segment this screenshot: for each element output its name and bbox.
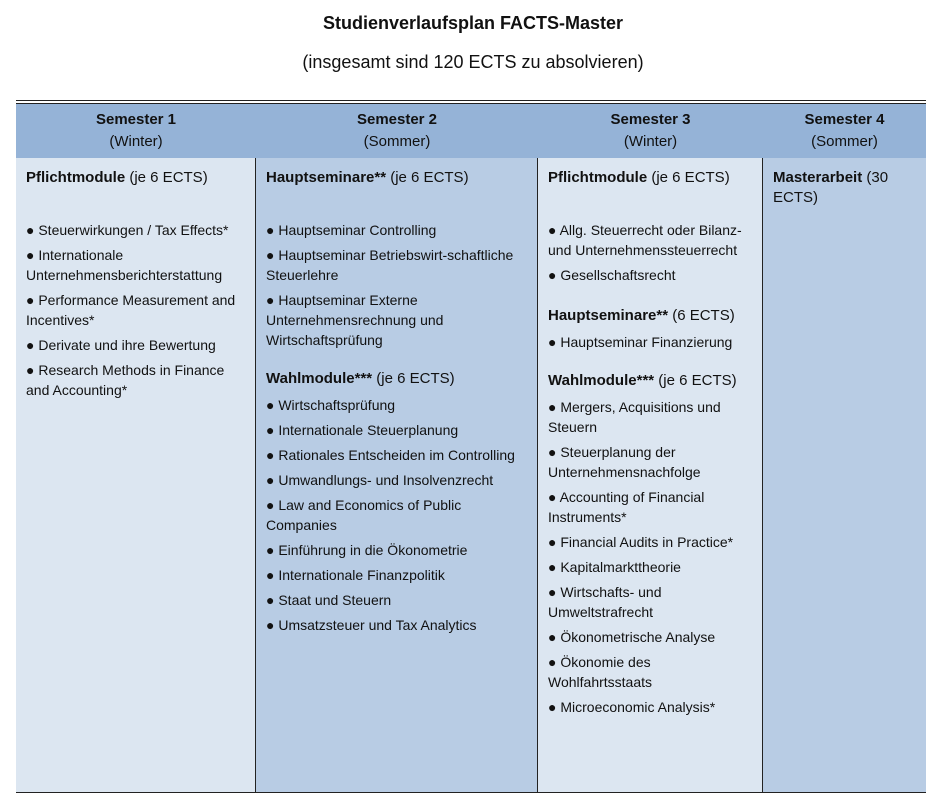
column-semester-4	[763, 158, 926, 792]
list-item: ● Wirtschafts- und Umweltstrafrecht	[548, 584, 662, 620]
column-semester-3	[538, 158, 763, 792]
list-item: ● Hauptseminar Externe Unternehmensrechnung und Wirtschaftsprüfung	[266, 292, 444, 348]
header-semester-3	[538, 104, 763, 158]
header-semester-1	[16, 104, 256, 158]
page-title: Studienverlaufsplan FACTS-Master	[322, 13, 624, 33]
list-item: ● Research Methods in Finance and Accounting*	[26, 362, 225, 398]
list-item: ● Kapitalmarkttheorie	[548, 559, 681, 575]
semester-name: Semester 4	[804, 111, 885, 128]
semester-term: (Winter)	[623, 133, 678, 150]
section-heading-hauptseminare: Hauptseminare** (je 6 ECTS)	[266, 169, 469, 186]
list-item: ● Derivate und ihre Bewertung	[26, 337, 216, 353]
column-divider	[537, 158, 538, 792]
list-item: ● Einführung in die Ökonometrie	[266, 542, 468, 558]
list-item: ● Staat und Steuern	[266, 592, 392, 608]
section-heading-hauptseminare: Hauptseminare** (6 ECTS)	[548, 307, 735, 324]
list-item: ● Ökonometrische Analyse	[548, 629, 716, 645]
section-heading-wahlmodule: Wahlmodule*** (je 6 ECTS)	[266, 370, 455, 387]
semester-name: Semester 2	[356, 111, 438, 128]
column-divider	[255, 158, 256, 792]
header-semester-4	[763, 104, 926, 158]
list-item: ● Internationale Steuerplanung	[266, 422, 459, 438]
section-heading-masterarbeit: Masterarbeit (30 ECTS)	[773, 169, 889, 206]
list-item: ● Ökonomie des Wohlfahrtsstaats	[548, 654, 653, 690]
page-subtitle: (insgesamt sind 120 ECTS zu absolvieren)	[302, 52, 644, 72]
semester-name: Semester 3	[610, 111, 691, 128]
semester-term: (Sommer)	[811, 133, 878, 150]
list-item: ● Hauptseminar Betriebswirt-schaftliche Steuerlehre	[266, 247, 514, 283]
list-item: ● Allg. Steuerrecht oder Bilanz- und Unternehmenssteuerrecht	[548, 222, 742, 258]
section-heading-pflichtmodule: Pflichtmodule (je 6 ECTS)	[26, 169, 208, 186]
semester-name: Semester 1	[95, 111, 177, 128]
semester-term: (Winter)	[109, 133, 163, 150]
list-item: ● Steuerwirkungen / Tax Effects*	[26, 222, 229, 238]
list-item: ● Rationales Entscheiden im Controlling	[266, 447, 515, 463]
list-item: ● Internationale Unternehmensberichterstattung	[26, 247, 223, 283]
list-item: ● Wirtschaftsprüfung	[266, 397, 396, 413]
list-item: ● Umsatzsteuer und Tax Analytics	[266, 617, 477, 633]
semester-term: (Sommer)	[363, 133, 431, 150]
header-semester-2	[256, 104, 538, 158]
list-item: ● Financial Audits in Practice*	[548, 534, 734, 550]
list-item: ● Gesellschaftsrecht	[548, 267, 676, 283]
column-divider	[762, 158, 763, 792]
list-item: ● Mergers, Acquisitions und Steuern	[548, 399, 721, 435]
section-heading-pflichtmodule: Pflichtmodule (je 6 ECTS)	[548, 169, 730, 186]
section-heading-wahlmodule: Wahlmodule*** (je 6 ECTS)	[548, 372, 737, 389]
table-header-row	[16, 104, 926, 158]
column-semester-2	[256, 158, 538, 792]
list-item: ● Performance Measurement and Incentives*	[26, 292, 236, 328]
list-item: ● Hauptseminar Finanzierung	[548, 334, 733, 350]
table-bottom-rule	[16, 792, 926, 793]
list-item: ● Hauptseminar Controlling	[266, 222, 437, 238]
list-item: ● Umwandlungs- und Insolvenzrecht	[266, 472, 494, 488]
list-item: ● Law and Economics of Public Companies	[266, 497, 462, 533]
list-item: ● Steuerplanung der Unternehmensnachfolge	[548, 444, 701, 480]
list-item: ● Microeconomic Analysis*	[548, 699, 716, 715]
list-item: ● Internationale Finanzpolitik	[266, 567, 445, 583]
column-semester-1	[16, 158, 256, 792]
list-item: ● Accounting of Financial Instruments*	[548, 489, 705, 525]
table-top-rule	[16, 100, 926, 101]
